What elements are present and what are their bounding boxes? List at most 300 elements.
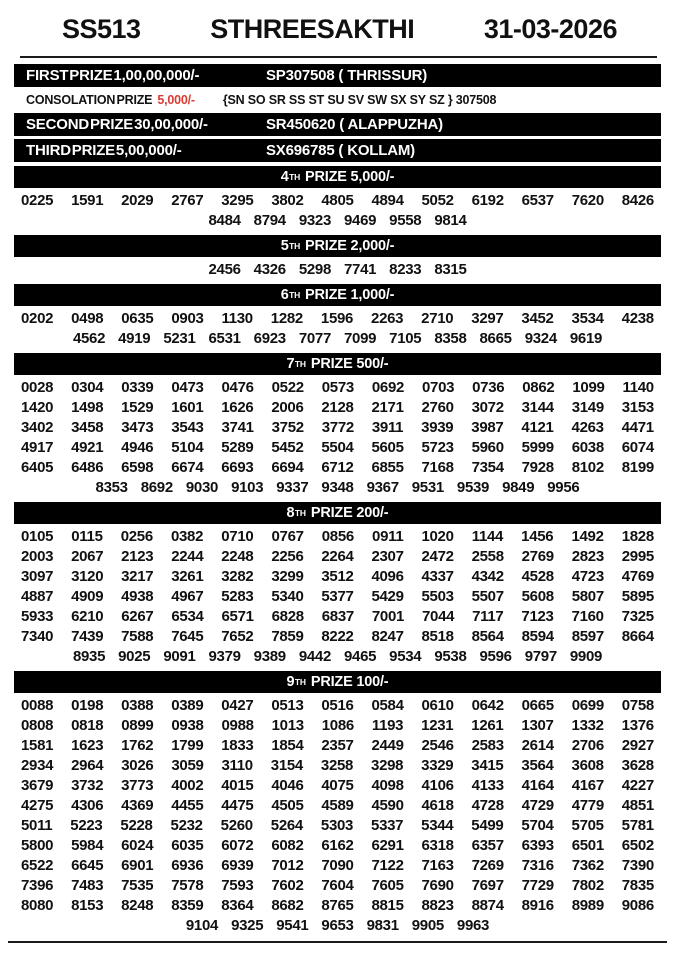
winning-numbers-row — [21, 755, 654, 775]
tier-8th-header — [14, 502, 661, 524]
tier-title: PRIZE 200/- — [310, 505, 389, 521]
winning-number: 9348 — [321, 478, 354, 496]
winning-number: 8080 — [21, 896, 54, 914]
winning-numbers-row — [21, 190, 654, 210]
winning-number: 0389 — [171, 696, 204, 714]
winning-number: 6712 — [321, 458, 354, 476]
winning-number: 5340 — [271, 587, 304, 605]
winning-number: 7729 — [521, 876, 554, 894]
winning-number: 8247 — [371, 627, 404, 645]
third-prize-label: THIRD PRIZE 5,00,000/- — [26, 142, 182, 159]
winning-number: 7604 — [321, 876, 354, 894]
winning-number: 9619 — [569, 329, 603, 347]
winning-numbers-row — [21, 855, 654, 875]
title-divider — [20, 56, 657, 58]
winning-number: 6357 — [471, 836, 504, 854]
winning-number: 2449 — [371, 736, 404, 754]
tier-9th-section — [0, 671, 675, 936]
winning-number: 2256 — [271, 547, 304, 565]
winning-numbers-row — [21, 210, 654, 230]
tier-ordinal-suffix: TH — [294, 508, 306, 518]
winning-number: 8765 — [321, 896, 354, 914]
winning-number: 4164 — [521, 776, 554, 794]
winning-number: 4337 — [421, 567, 454, 585]
winning-number: 2307 — [371, 547, 404, 565]
winning-number: 0198 — [71, 696, 104, 714]
winning-number: 0473 — [171, 378, 204, 396]
winning-numbers-row — [21, 915, 654, 935]
winning-number: 5895 — [621, 587, 654, 605]
winning-numbers-row — [21, 526, 654, 546]
winning-numbers-row — [21, 397, 654, 417]
winning-number: 7690 — [421, 876, 454, 894]
winning-number: 9469 — [344, 211, 377, 229]
winning-number: 3741 — [221, 418, 254, 436]
winning-number: 0665 — [521, 696, 554, 714]
winning-number: 8794 — [253, 211, 286, 229]
winning-number: 9323 — [298, 211, 331, 229]
winning-number: 2583 — [471, 736, 504, 754]
tier-5th-header — [14, 235, 661, 257]
second-prize-bar — [14, 113, 661, 136]
winning-number: 6674 — [171, 458, 204, 476]
winning-number: 0903 — [171, 309, 204, 327]
winning-number: 2029 — [121, 191, 154, 209]
winning-number: 6936 — [171, 856, 204, 874]
winning-number: 5344 — [421, 816, 454, 834]
tier-ordinal-suffix: TH — [294, 677, 306, 687]
winning-number: 9025 — [118, 647, 151, 665]
winning-number: 2706 — [571, 736, 604, 754]
tier-6th-numbers — [0, 306, 675, 349]
winning-number: 1492 — [571, 527, 604, 545]
winning-number: 1376 — [621, 716, 654, 734]
winning-number: 1261 — [471, 716, 504, 734]
winning-number: 1833 — [221, 736, 254, 754]
winning-number: 7168 — [421, 458, 454, 476]
winning-number: 2003 — [21, 547, 54, 565]
winning-number: 7602 — [271, 876, 304, 894]
winning-number: 9091 — [163, 647, 196, 665]
winning-number: 4894 — [371, 191, 404, 209]
winning-number: 4369 — [121, 796, 154, 814]
winning-number: 1591 — [71, 191, 104, 209]
winning-numbers-row — [21, 417, 654, 437]
winning-number: 7483 — [71, 876, 104, 894]
winning-number: 3452 — [521, 309, 554, 327]
winning-number: 0382 — [170, 527, 204, 545]
winning-number: 1193 — [371, 716, 404, 734]
winning-number: 2614 — [521, 736, 554, 754]
consolation-label: CONSOLATION PRIZE — [26, 92, 153, 107]
winning-number: 1020 — [421, 527, 454, 545]
winning-number: 9558 — [389, 211, 422, 229]
winning-number: 2767 — [171, 191, 204, 209]
winning-number: 8359 — [171, 896, 204, 914]
first-prize-ticket: SP307508 ( THRISSUR) — [266, 67, 428, 84]
winning-number: 3628 — [621, 756, 654, 774]
winning-number: 6318 — [421, 836, 454, 854]
winning-number: 1144 — [471, 527, 504, 545]
tier-8th-numbers — [0, 524, 675, 667]
winning-number: 1854 — [271, 736, 304, 754]
winning-number: 9909 — [569, 647, 603, 665]
winning-number: 7390 — [621, 856, 654, 874]
winning-number: 6534 — [171, 607, 204, 625]
winning-number: 5052 — [421, 191, 454, 209]
winning-number: 2128 — [321, 398, 354, 416]
winning-numbers-row — [21, 695, 654, 715]
winning-number: 4589 — [321, 796, 354, 814]
winning-number: 8358 — [434, 329, 467, 347]
winning-number: 8682 — [271, 896, 304, 914]
winning-number: 2546 — [421, 736, 454, 754]
winning-number: 7123 — [521, 607, 554, 625]
winning-number: 4919 — [118, 329, 151, 347]
winning-number: 0573 — [321, 378, 354, 396]
draw-code: SS513 — [62, 13, 141, 44]
winning-number: 9814 — [434, 211, 467, 229]
winning-number: 6571 — [221, 607, 254, 625]
winning-number: 8989 — [571, 896, 604, 914]
winning-number: 2927 — [621, 736, 654, 754]
winning-number: 1762 — [121, 736, 154, 754]
winning-number: 8823 — [421, 896, 454, 914]
winning-number: 3458 — [71, 418, 104, 436]
winning-number: 9325 — [231, 916, 264, 934]
winning-number: 7588 — [121, 627, 154, 645]
winning-number: 6837 — [321, 607, 354, 625]
winning-number: 5704 — [521, 816, 554, 834]
winning-number: 2244 — [171, 547, 204, 565]
draw-date: 31-03-2026 — [483, 13, 617, 44]
winning-number: 6074 — [621, 438, 654, 456]
winning-number: 2357 — [321, 736, 354, 754]
winning-number: 8484 — [208, 211, 241, 229]
winning-number: 7325 — [621, 607, 654, 625]
winning-number: 7340 — [21, 627, 54, 645]
winning-number: 5337 — [371, 816, 404, 834]
winning-number: 9379 — [208, 647, 241, 665]
winning-number: 4805 — [321, 191, 354, 209]
winning-number: 7122 — [371, 856, 404, 874]
winning-number: 3295 — [221, 191, 254, 209]
winning-numbers-row — [21, 646, 654, 666]
winning-number: 2995 — [621, 547, 654, 565]
winning-number: 6291 — [371, 836, 404, 854]
winning-number: 5507 — [471, 587, 504, 605]
winning-number: 3149 — [571, 398, 604, 416]
winning-numbers-row — [21, 457, 654, 477]
winning-number: 4075 — [321, 776, 354, 794]
winning-number: 8315 — [434, 260, 467, 278]
winning-number: 4967 — [171, 587, 204, 605]
winning-number: 9956 — [547, 478, 580, 496]
winning-number: 0692 — [371, 378, 405, 396]
winning-number: 7163 — [421, 856, 454, 874]
winning-number: 1456 — [521, 527, 554, 545]
winning-number: 8233 — [389, 260, 422, 278]
winning-number: 4121 — [521, 418, 554, 436]
winning-number: 4002 — [171, 776, 204, 794]
winning-number: 3059 — [171, 756, 204, 774]
winning-number: 4729 — [521, 796, 554, 814]
winning-number: 7316 — [521, 856, 554, 874]
third-prize-bar — [14, 139, 661, 162]
winning-number: 3120 — [71, 567, 104, 585]
winning-number: 2558 — [471, 547, 504, 565]
winning-number: 9104 — [185, 916, 219, 934]
winning-number: 8353 — [95, 478, 128, 496]
winning-number: 2760 — [421, 398, 454, 416]
winning-number: 2067 — [71, 547, 104, 565]
first-prize-bar — [14, 64, 661, 87]
winning-number: 6162 — [321, 836, 354, 854]
winning-number: 7396 — [21, 876, 54, 894]
winning-number: 6531 — [208, 329, 241, 347]
winning-number: 6901 — [121, 856, 154, 874]
winning-number: 6501 — [571, 836, 604, 854]
winning-number: 6210 — [71, 607, 104, 625]
winning-number: 5503 — [421, 587, 454, 605]
tier-title: PRIZE 5,000/- — [305, 169, 395, 185]
winning-number: 5283 — [221, 587, 254, 605]
winning-number: 8935 — [72, 647, 106, 665]
winning-number: 1498 — [71, 398, 104, 416]
winning-number: 3512 — [321, 567, 354, 585]
winning-number: 7928 — [521, 458, 554, 476]
winning-number: 0427 — [221, 696, 254, 714]
winning-number: 5960 — [471, 438, 504, 456]
winning-number: 8665 — [479, 329, 512, 347]
winning-number: 5228 — [120, 816, 153, 834]
winning-number: 4917 — [21, 438, 54, 456]
winning-numbers-row — [21, 586, 654, 606]
winning-number: 8153 — [71, 896, 104, 914]
winning-number: 7593 — [221, 876, 254, 894]
winning-number: 2264 — [321, 547, 354, 565]
winning-number: 3261 — [171, 567, 204, 585]
winning-number: 0028 — [21, 378, 54, 396]
winning-number: 0498 — [71, 309, 104, 327]
winning-number: 8248 — [121, 896, 154, 914]
tier-5th-numbers — [0, 257, 675, 280]
winning-number: 0862 — [522, 378, 555, 396]
winning-number: 0703 — [422, 378, 455, 396]
winning-number: 8815 — [371, 896, 404, 914]
winning-numbers-row — [21, 835, 654, 855]
winning-number: 4946 — [121, 438, 154, 456]
tier-ordinal-suffix: TH — [289, 241, 301, 251]
tier-title: PRIZE 500/- — [310, 356, 389, 372]
winning-number: 4455 — [171, 796, 204, 814]
winning-number: 4046 — [271, 776, 304, 794]
winning-number: 1799 — [171, 736, 204, 754]
winning-number: 6522 — [21, 856, 54, 874]
winning-number: 7645 — [171, 627, 204, 645]
winning-number: 3802 — [271, 191, 304, 209]
winning-number: 7439 — [71, 627, 104, 645]
winning-number: 3153 — [621, 398, 654, 416]
winning-number: 4505 — [271, 796, 304, 814]
winning-number: 0710 — [221, 527, 254, 545]
winning-number: 0758 — [621, 696, 654, 714]
winning-number: 4227 — [621, 776, 654, 794]
winning-number: 0522 — [271, 378, 304, 396]
winning-number: 7652 — [221, 627, 254, 645]
winning-number: 7859 — [271, 627, 304, 645]
winning-number: 5264 — [270, 816, 303, 834]
winning-number: 7090 — [321, 856, 354, 874]
tier-6th-header — [14, 284, 661, 306]
winning-number: 0642 — [471, 696, 504, 714]
winning-number: 0339 — [121, 378, 154, 396]
winning-number: 6694 — [271, 458, 304, 476]
winning-number: 3298 — [371, 756, 404, 774]
winning-number: 4887 — [21, 587, 54, 605]
winning-number: 0584 — [371, 696, 404, 714]
winning-number: 9534 — [389, 647, 422, 665]
winning-number: 6645 — [71, 856, 104, 874]
tier-ordinal-suffix: TH — [289, 290, 301, 300]
winning-numbers-row — [21, 437, 654, 457]
winning-number: 5298 — [298, 260, 331, 278]
winning-number: 6082 — [271, 836, 304, 854]
winning-number: 0225 — [21, 191, 54, 209]
winning-number: 4342 — [471, 567, 504, 585]
winning-number: 9103 — [231, 478, 264, 496]
winning-number: 3679 — [21, 776, 54, 794]
tier-4th-section — [0, 166, 675, 231]
winning-numbers-row — [21, 875, 654, 895]
winning-number: 4728 — [471, 796, 504, 814]
winning-number: 3299 — [271, 567, 304, 585]
winning-number: 3097 — [21, 567, 54, 585]
winning-number: 9086 — [621, 896, 654, 914]
winning-number: 7535 — [121, 876, 154, 894]
winning-number: 0610 — [421, 696, 454, 714]
winning-number: 8199 — [621, 458, 654, 476]
winning-number: 8664 — [621, 627, 654, 645]
winning-number: 0767 — [271, 527, 304, 545]
winning-numbers-row — [21, 815, 654, 835]
winning-number: 6405 — [21, 458, 54, 476]
winning-number: 0699 — [571, 696, 604, 714]
winning-number: 7354 — [471, 458, 504, 476]
winning-number: 4562 — [72, 329, 106, 347]
winning-number: 0088 — [21, 696, 54, 714]
winning-number: 6192 — [471, 191, 504, 209]
winning-number: 6537 — [521, 191, 554, 209]
winning-number: 7012 — [271, 856, 304, 874]
winning-number: 3772 — [321, 418, 354, 436]
winning-numbers-row — [21, 328, 654, 348]
winning-number: 4475 — [221, 796, 254, 814]
winning-number: 4909 — [71, 587, 104, 605]
winning-number: 0856 — [321, 527, 354, 545]
winning-number: 3110 — [221, 756, 253, 774]
bottom-divider — [8, 941, 667, 943]
tier-7th-numbers — [0, 375, 675, 498]
winning-numbers-row — [21, 259, 654, 279]
winning-number: 8597 — [571, 627, 604, 645]
tier-title: PRIZE 100/- — [310, 674, 389, 690]
winning-number: 8594 — [521, 627, 554, 645]
winning-number: 2456 — [208, 260, 241, 278]
winning-number: 2248 — [221, 547, 254, 565]
winning-number: 5303 — [320, 816, 354, 834]
winning-number: 2710 — [421, 309, 454, 327]
winning-number: 4723 — [571, 567, 604, 585]
winning-number: 5231 — [163, 329, 196, 347]
winning-number: 8426 — [621, 191, 654, 209]
winning-numbers-row — [21, 606, 654, 626]
winning-number: 2472 — [421, 547, 454, 565]
winning-number: 8692 — [140, 478, 173, 496]
winning-number: 4238 — [621, 309, 654, 327]
winning-number: 7741 — [344, 260, 377, 278]
winning-number: 3297 — [471, 309, 504, 327]
winning-number: 8916 — [521, 896, 554, 914]
winning-number: 4779 — [571, 796, 604, 814]
winning-number: 5104 — [171, 438, 204, 456]
winning-number: 1601 — [171, 398, 204, 416]
winning-number: 1828 — [621, 527, 654, 545]
second-prize-label: SECOND PRIZE 30,00,000/- — [26, 116, 208, 133]
tier-ordinal-suffix: TH — [289, 172, 301, 182]
winning-number: 4851 — [621, 796, 654, 814]
winning-number: 1332 — [571, 716, 604, 734]
winning-number: 3773 — [121, 776, 154, 794]
winning-number: 8564 — [471, 627, 504, 645]
winning-number: 5499 — [471, 816, 504, 834]
winning-number: 0911 — [372, 527, 404, 545]
winning-number: 1013 — [271, 716, 304, 734]
winning-number: 0476 — [221, 378, 254, 396]
winning-number: 4106 — [421, 776, 454, 794]
winning-number: 6502 — [621, 836, 654, 854]
winning-number: 5289 — [221, 438, 254, 456]
winning-number: 6693 — [221, 458, 254, 476]
winning-number: 7117 — [472, 607, 504, 625]
winning-number: 3217 — [121, 567, 154, 585]
title-bar — [0, 8, 675, 48]
winning-number: 1140 — [622, 378, 654, 396]
winning-number: 2823 — [571, 547, 604, 565]
winning-number: 9797 — [524, 647, 557, 665]
winning-number: 6038 — [571, 438, 604, 456]
winning-number: 5504 — [321, 438, 354, 456]
winning-numbers-row — [21, 546, 654, 566]
winning-number: 3402 — [21, 418, 54, 436]
winning-number: 9963 — [456, 916, 490, 934]
winning-number: 3473 — [121, 418, 154, 436]
winning-number: 9030 — [185, 478, 219, 496]
winning-number: 3608 — [571, 756, 604, 774]
winning-number: 0818 — [71, 716, 104, 734]
winning-number: 6072 — [221, 836, 254, 854]
tier-ordinal: 7 — [286, 356, 295, 372]
consolation-row — [14, 89, 661, 110]
winning-number: 2769 — [521, 547, 554, 565]
winning-number: 1307 — [521, 716, 554, 734]
winning-number: 4098 — [371, 776, 404, 794]
winning-number: 0202 — [21, 309, 54, 327]
winning-number: 2006 — [271, 398, 304, 416]
winning-number: 1282 — [270, 309, 303, 327]
winning-number: 0516 — [321, 696, 354, 714]
winning-number: 6035 — [171, 836, 204, 854]
